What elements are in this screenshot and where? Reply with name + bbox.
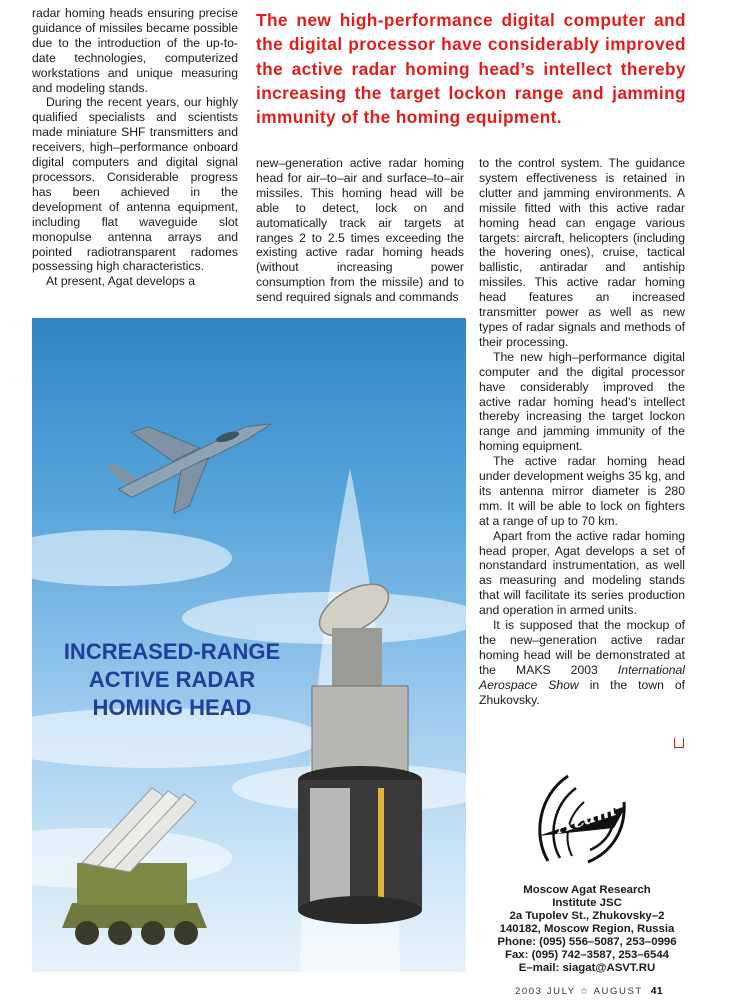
page-number: 41 xyxy=(650,986,663,997)
article-paragraph: During the recent years, our highly qualified specialists and scientists made miniature SHF transmitters and receivers, high–performance onboard digital computers and digital signal processors. Considerable progress has been achieved in the development of antenna equipment, including flat waveguide slot monopulse antenna arrays and pointed radiotransparent radomes possessing high characteristics. xyxy=(32,95,238,274)
article-paragraph: The active radar homing head under development weighs 35 kg, and its antenna mirror diameter is 280 mm. It will be able to lock on fighters at a range of up to 70 km. xyxy=(479,454,685,528)
article-column-left xyxy=(32,6,238,289)
article-column-right xyxy=(479,156,685,708)
article-paragraph: radar homing heads ensuring precise guidance of missiles became possible due to the introduction of the up-to-date technologies, computerized workstations and unique measuring and modeling stands. xyxy=(32,6,238,95)
agat-logo xyxy=(528,766,636,876)
text-run: It is supposed that the mockup of the new–generation active radar homing head will be demonstrated at the MAKS 2003 xyxy=(479,618,685,677)
contact-line: Institute JSC xyxy=(552,897,622,909)
hero-title xyxy=(32,638,312,722)
contact-line: Moscow Agat Research xyxy=(523,884,651,896)
issue-date: 2003 JULY ☆ AUGUST xyxy=(515,986,643,997)
contact-line: Phone: (095) 556–5087, 253–0996 xyxy=(497,936,677,948)
article-end-mark xyxy=(674,738,684,748)
hero-title-line: INCREASED-RANGE xyxy=(63,639,281,664)
hero-title-line: HOMING HEAD xyxy=(92,695,252,720)
missile-launcher-vehicle xyxy=(62,788,207,945)
contact-line: Fax: (095) 742–3587, 253–6544 xyxy=(504,949,670,961)
article-column-middle xyxy=(256,156,464,305)
article-paragraph: The new high–performance digital computer and the digital processor have considerably improved the active radar homing head’s intellect thereby increasing the target lockon range and jamming immunity of the homing equipment. xyxy=(479,349,685,454)
hero-title-line: ACTIVE RADAR xyxy=(88,667,256,692)
contact-block xyxy=(475,884,699,975)
contact-line: E–mail: siagat@ASVT.RU xyxy=(518,962,656,974)
text-run: in the town of Zhukovsky. xyxy=(479,677,685,707)
article-paragraph: to the control system. The guidance system effectiveness is retained in clutter and jamming environments. A missile fitted with this active radar homing head can engage various targets: aircraft, helicopters (including the hovering ones), cruise, tactical ballistic, antiradar and antiship missiles. This active radar homing head features an increased transmitter power as well as new types of radar signals and methods of their processing. xyxy=(479,156,685,349)
hero-illustration xyxy=(32,318,466,972)
fighter-jet xyxy=(98,391,287,529)
page-footer xyxy=(515,986,685,997)
logo-lettering: Агат xyxy=(552,796,619,839)
event-name: International Aerospace Show xyxy=(479,662,685,692)
article-paragraph: Apart from the active radar homing head proper, Agat develops a set of nonstandard instrumentation, as well as measuring and modeling stands that will facilitate its series production and operation in armed units. xyxy=(479,528,685,618)
contact-line: 2a Tupolev St., Zhukovsky–2 xyxy=(509,910,665,922)
article-paragraph: new–generation active radar homing head for air–to–air and surface–to–air missiles. This homing head will be able to detect, lock on and automatically track air targets at ranges 2 to 2.5 times exceeding the existing active radar homing heads (without increasing power consumption from the missile) and to send required signals and commands xyxy=(256,156,464,305)
contact-line: 140182, Moscow Region, Russia xyxy=(499,923,675,935)
article-paragraph: At present, Agat develops a xyxy=(46,274,196,289)
pull-quote: The new high-performance digital computer and the digital processor have considerably improved the active radar homing head’s intellect thereby increasing the target lockon range and jamming immunity of the homing equipment. xyxy=(256,10,686,128)
article-paragraph-last xyxy=(479,618,685,707)
